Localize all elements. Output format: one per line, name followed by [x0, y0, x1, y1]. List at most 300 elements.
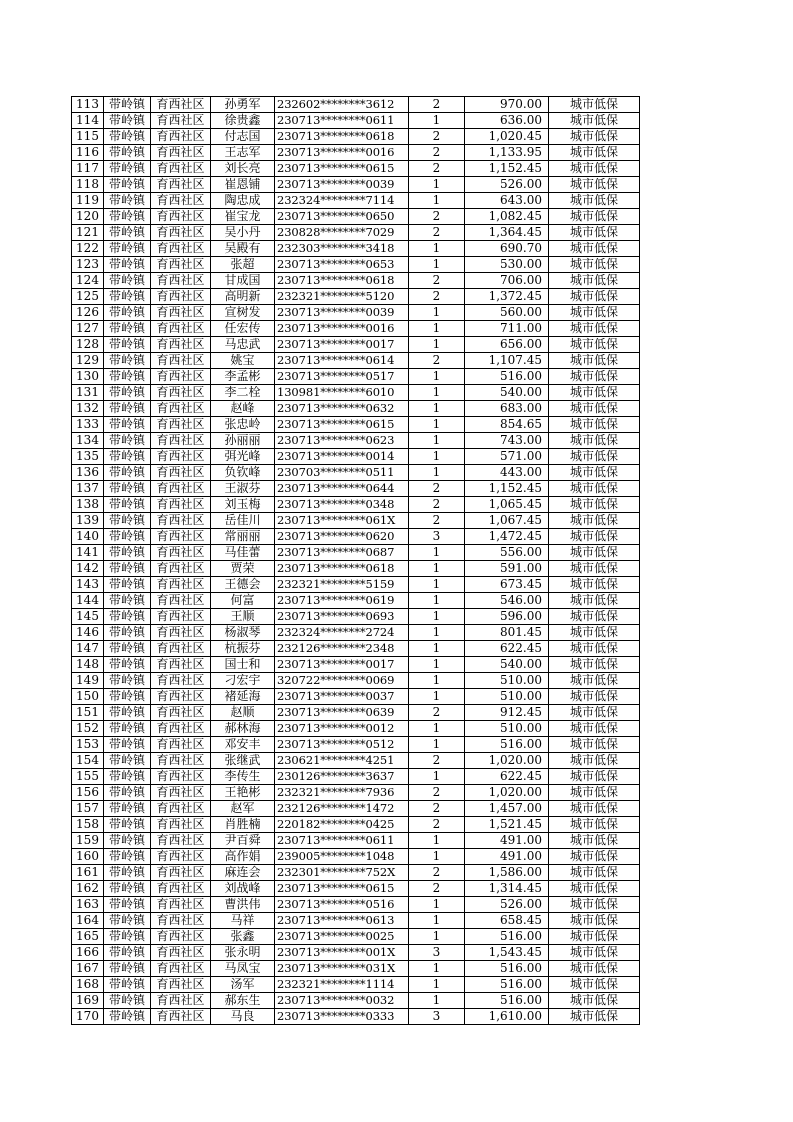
town-cell: 带岭镇	[104, 497, 151, 513]
category-cell: 城市低保	[549, 209, 640, 225]
amount-cell: 491.00	[465, 849, 549, 865]
table-row	[72, 993, 640, 1009]
community-cell: 育西社区	[151, 129, 211, 145]
id-number-cell: 230713********061X	[275, 513, 409, 529]
name-cell: 吴殿有	[211, 241, 275, 257]
amount-cell: 516.00	[465, 977, 549, 993]
name-cell: 陶忠成	[211, 193, 275, 209]
category-cell: 城市低保	[549, 129, 640, 145]
name-cell: 尹百舜	[211, 833, 275, 849]
town-cell: 带岭镇	[104, 769, 151, 785]
id-number-cell: 230713********0618	[275, 129, 409, 145]
table-row	[72, 369, 640, 385]
town-cell: 带岭镇	[104, 577, 151, 593]
household-size-cell: 1	[409, 305, 465, 321]
community-cell: 育西社区	[151, 945, 211, 961]
category-cell: 城市低保	[549, 465, 640, 481]
id-number-cell: 232303********3418	[275, 241, 409, 257]
community-cell: 育西社区	[151, 161, 211, 177]
serial-number-cell: 122	[72, 241, 104, 257]
community-cell: 育西社区	[151, 865, 211, 881]
table-row	[72, 193, 640, 209]
category-cell: 城市低保	[549, 257, 640, 273]
name-cell: 张鑫	[211, 929, 275, 945]
category-cell: 城市低保	[549, 769, 640, 785]
serial-number-cell: 126	[72, 305, 104, 321]
community-cell: 育西社区	[151, 929, 211, 945]
table-row	[72, 481, 640, 497]
id-number-cell: 232126********2348	[275, 641, 409, 657]
community-cell: 育西社区	[151, 289, 211, 305]
id-number-cell: 230713********0037	[275, 689, 409, 705]
amount-cell: 526.00	[465, 897, 549, 913]
community-cell: 育西社区	[151, 657, 211, 673]
category-cell: 城市低保	[549, 113, 640, 129]
community-cell: 育西社区	[151, 897, 211, 913]
amount-cell: 443.00	[465, 465, 549, 481]
community-cell: 育西社区	[151, 545, 211, 561]
serial-number-cell: 127	[72, 321, 104, 337]
community-cell: 育西社区	[151, 225, 211, 241]
household-size-cell: 1	[409, 561, 465, 577]
amount-cell: 526.00	[465, 177, 549, 193]
serial-number-cell: 125	[72, 289, 104, 305]
name-cell: 国士和	[211, 657, 275, 673]
town-cell: 带岭镇	[104, 241, 151, 257]
name-cell: 褚延海	[211, 689, 275, 705]
table-row	[72, 289, 640, 305]
household-size-cell: 1	[409, 241, 465, 257]
serial-number-cell: 130	[72, 369, 104, 385]
name-cell: 马凤宝	[211, 961, 275, 977]
name-cell: 马祥	[211, 913, 275, 929]
amount-cell: 530.00	[465, 257, 549, 273]
town-cell: 带岭镇	[104, 865, 151, 881]
id-number-cell: 232321********7936	[275, 785, 409, 801]
household-size-cell: 1	[409, 689, 465, 705]
id-number-cell: 230713********0623	[275, 433, 409, 449]
town-cell: 带岭镇	[104, 913, 151, 929]
category-cell: 城市低保	[549, 513, 640, 529]
town-cell: 带岭镇	[104, 289, 151, 305]
serial-number-cell: 170	[72, 1009, 104, 1025]
serial-number-cell: 118	[72, 177, 104, 193]
household-size-cell: 2	[409, 225, 465, 241]
id-number-cell: 232324********7114	[275, 193, 409, 209]
household-size-cell: 2	[409, 353, 465, 369]
category-cell: 城市低保	[549, 913, 640, 929]
name-cell: 高作娟	[211, 849, 275, 865]
table-row	[72, 241, 640, 257]
town-cell: 带岭镇	[104, 705, 151, 721]
id-number-cell: 230713********001X	[275, 945, 409, 961]
community-cell: 育西社区	[151, 497, 211, 513]
household-size-cell: 1	[409, 961, 465, 977]
serial-number-cell: 169	[72, 993, 104, 1009]
amount-cell: 510.00	[465, 721, 549, 737]
serial-number-cell: 145	[72, 609, 104, 625]
town-cell: 带岭镇	[104, 481, 151, 497]
community-cell: 育西社区	[151, 641, 211, 657]
name-cell: 赵顺	[211, 705, 275, 721]
community-cell: 育西社区	[151, 145, 211, 161]
serial-number-cell: 167	[72, 961, 104, 977]
name-cell: 刘玉梅	[211, 497, 275, 513]
id-number-cell: 230713********0517	[275, 369, 409, 385]
serial-number-cell: 121	[72, 225, 104, 241]
table-row	[72, 449, 640, 465]
table-row	[72, 497, 640, 513]
amount-cell: 1,082.45	[465, 209, 549, 225]
category-cell: 城市低保	[549, 929, 640, 945]
name-cell: 张超	[211, 257, 275, 273]
household-size-cell: 1	[409, 609, 465, 625]
name-cell: 马良	[211, 1009, 275, 1025]
table-row	[72, 769, 640, 785]
name-cell: 李二栓	[211, 385, 275, 401]
community-cell: 育西社区	[151, 193, 211, 209]
community-cell: 育西社区	[151, 961, 211, 977]
amount-cell: 571.00	[465, 449, 549, 465]
category-cell: 城市低保	[549, 865, 640, 881]
amount-cell: 656.00	[465, 337, 549, 353]
household-size-cell: 1	[409, 593, 465, 609]
name-cell: 王淑芬	[211, 481, 275, 497]
amount-cell: 510.00	[465, 673, 549, 689]
amount-cell: 516.00	[465, 929, 549, 945]
table-row	[72, 817, 640, 833]
amount-cell: 801.45	[465, 625, 549, 641]
table-row	[72, 337, 640, 353]
category-cell: 城市低保	[549, 593, 640, 609]
table-row	[72, 177, 640, 193]
town-cell: 带岭镇	[104, 321, 151, 337]
serial-number-cell: 113	[72, 97, 104, 113]
household-size-cell: 1	[409, 833, 465, 849]
serial-number-cell: 164	[72, 913, 104, 929]
household-size-cell: 3	[409, 529, 465, 545]
name-cell: 何富	[211, 593, 275, 609]
serial-number-cell: 143	[72, 577, 104, 593]
town-cell: 带岭镇	[104, 385, 151, 401]
id-number-cell: 230713********0039	[275, 305, 409, 321]
serial-number-cell: 135	[72, 449, 104, 465]
community-cell: 育西社区	[151, 417, 211, 433]
id-number-cell: 230713********0620	[275, 529, 409, 545]
serial-number-cell: 128	[72, 337, 104, 353]
table-row	[72, 225, 640, 241]
id-number-cell: 232324********2724	[275, 625, 409, 641]
id-number-cell: 230713********0639	[275, 705, 409, 721]
id-number-cell: 230703********0511	[275, 465, 409, 481]
category-cell: 城市低保	[549, 289, 640, 305]
serial-number-cell: 115	[72, 129, 104, 145]
amount-cell: 516.00	[465, 993, 549, 1009]
amount-cell: 546.00	[465, 593, 549, 609]
town-cell: 带岭镇	[104, 417, 151, 433]
serial-number-cell: 148	[72, 657, 104, 673]
town-cell: 带岭镇	[104, 641, 151, 657]
name-cell: 贾荣	[211, 561, 275, 577]
serial-number-cell: 151	[72, 705, 104, 721]
name-cell: 甘成国	[211, 273, 275, 289]
serial-number-cell: 142	[72, 561, 104, 577]
serial-number-cell: 120	[72, 209, 104, 225]
town-cell: 带岭镇	[104, 177, 151, 193]
household-size-cell: 2	[409, 129, 465, 145]
household-size-cell: 1	[409, 929, 465, 945]
town-cell: 带岭镇	[104, 945, 151, 961]
category-cell: 城市低保	[549, 385, 640, 401]
id-number-cell: 230713********0039	[275, 177, 409, 193]
table-row	[72, 529, 640, 545]
amount-cell: 1,472.45	[465, 529, 549, 545]
name-cell: 姚宝	[211, 353, 275, 369]
amount-cell: 560.00	[465, 305, 549, 321]
category-cell: 城市低保	[549, 833, 640, 849]
community-cell: 育西社区	[151, 257, 211, 273]
name-cell: 王艳彬	[211, 785, 275, 801]
name-cell: 马忠武	[211, 337, 275, 353]
table-row	[72, 881, 640, 897]
id-number-cell: 230713********0014	[275, 449, 409, 465]
household-size-cell: 1	[409, 193, 465, 209]
town-cell: 带岭镇	[104, 161, 151, 177]
community-cell: 育西社区	[151, 529, 211, 545]
name-cell: 杭振芬	[211, 641, 275, 657]
name-cell: 常丽丽	[211, 529, 275, 545]
amount-cell: 556.00	[465, 545, 549, 561]
town-cell: 带岭镇	[104, 401, 151, 417]
community-cell: 育西社区	[151, 353, 211, 369]
community-cell: 育西社区	[151, 369, 211, 385]
category-cell: 城市低保	[549, 369, 640, 385]
table-row	[72, 961, 640, 977]
community-cell: 育西社区	[151, 177, 211, 193]
town-cell: 带岭镇	[104, 801, 151, 817]
household-size-cell: 2	[409, 881, 465, 897]
category-cell: 城市低保	[549, 881, 640, 897]
town-cell: 带岭镇	[104, 977, 151, 993]
household-size-cell: 2	[409, 273, 465, 289]
table-row	[72, 849, 640, 865]
household-size-cell: 1	[409, 257, 465, 273]
community-cell: 育西社区	[151, 273, 211, 289]
household-size-cell: 1	[409, 417, 465, 433]
amount-cell: 1,065.45	[465, 497, 549, 513]
household-size-cell: 2	[409, 97, 465, 113]
household-size-cell: 1	[409, 737, 465, 753]
household-size-cell: 1	[409, 113, 465, 129]
amount-cell: 510.00	[465, 689, 549, 705]
id-number-cell: 230713********0644	[275, 481, 409, 497]
amount-cell: 1,133.95	[465, 145, 549, 161]
serial-number-cell: 139	[72, 513, 104, 529]
town-cell: 带岭镇	[104, 145, 151, 161]
table-row	[72, 145, 640, 161]
category-cell: 城市低保	[549, 353, 640, 369]
amount-cell: 516.00	[465, 737, 549, 753]
community-cell: 育西社区	[151, 241, 211, 257]
amount-cell: 622.45	[465, 769, 549, 785]
category-cell: 城市低保	[549, 993, 640, 1009]
amount-cell: 1,372.45	[465, 289, 549, 305]
household-size-cell: 1	[409, 177, 465, 193]
amount-cell: 1,067.45	[465, 513, 549, 529]
household-size-cell: 2	[409, 817, 465, 833]
household-size-cell: 1	[409, 657, 465, 673]
town-cell: 带岭镇	[104, 593, 151, 609]
table-row	[72, 609, 640, 625]
town-cell: 带岭镇	[104, 881, 151, 897]
table-body	[72, 97, 640, 1025]
town-cell: 带岭镇	[104, 113, 151, 129]
id-number-cell: 230713********0348	[275, 497, 409, 513]
table-row	[72, 577, 640, 593]
id-number-cell: 230713********0611	[275, 113, 409, 129]
table-row	[72, 865, 640, 881]
table-row	[72, 353, 640, 369]
town-cell: 带岭镇	[104, 545, 151, 561]
amount-cell: 711.00	[465, 321, 549, 337]
amount-cell: 516.00	[465, 961, 549, 977]
id-number-cell: 230713********0512	[275, 737, 409, 753]
serial-number-cell: 123	[72, 257, 104, 273]
table-row	[72, 305, 640, 321]
household-size-cell: 1	[409, 465, 465, 481]
community-cell: 育西社区	[151, 785, 211, 801]
id-number-cell: 232321********5159	[275, 577, 409, 593]
name-cell: 刘战峰	[211, 881, 275, 897]
amount-cell: 1,457.00	[465, 801, 549, 817]
serial-number-cell: 134	[72, 433, 104, 449]
serial-number-cell: 119	[72, 193, 104, 209]
town-cell: 带岭镇	[104, 689, 151, 705]
amount-cell: 683.00	[465, 401, 549, 417]
category-cell: 城市低保	[549, 417, 640, 433]
id-number-cell: 230713********0618	[275, 561, 409, 577]
name-cell: 高明新	[211, 289, 275, 305]
household-size-cell: 2	[409, 497, 465, 513]
community-cell: 育西社区	[151, 97, 211, 113]
serial-number-cell: 162	[72, 881, 104, 897]
table-row	[72, 977, 640, 993]
category-cell: 城市低保	[549, 545, 640, 561]
table-row	[72, 705, 640, 721]
id-number-cell: 230713********0025	[275, 929, 409, 945]
amount-cell: 854.65	[465, 417, 549, 433]
serial-number-cell: 114	[72, 113, 104, 129]
serial-number-cell: 124	[72, 273, 104, 289]
community-cell: 育西社区	[151, 449, 211, 465]
category-cell: 城市低保	[549, 721, 640, 737]
serial-number-cell: 147	[72, 641, 104, 657]
category-cell: 城市低保	[549, 849, 640, 865]
town-cell: 带岭镇	[104, 337, 151, 353]
category-cell: 城市低保	[549, 689, 640, 705]
town-cell: 带岭镇	[104, 529, 151, 545]
town-cell: 带岭镇	[104, 961, 151, 977]
table-row	[72, 945, 640, 961]
name-cell: 张继武	[211, 753, 275, 769]
category-cell: 城市低保	[549, 801, 640, 817]
name-cell: 邓安丰	[211, 737, 275, 753]
table-row	[72, 465, 640, 481]
table-row	[72, 785, 640, 801]
serial-number-cell: 137	[72, 481, 104, 497]
serial-number-cell: 154	[72, 753, 104, 769]
name-cell: 肖胜楠	[211, 817, 275, 833]
household-size-cell: 1	[409, 993, 465, 1009]
category-cell: 城市低保	[549, 177, 640, 193]
category-cell: 城市低保	[549, 481, 640, 497]
category-cell: 城市低保	[549, 161, 640, 177]
id-number-cell: 320722********0069	[275, 673, 409, 689]
amount-cell: 1,314.45	[465, 881, 549, 897]
household-size-cell: 1	[409, 625, 465, 641]
community-cell: 育西社区	[151, 817, 211, 833]
town-cell: 带岭镇	[104, 257, 151, 273]
amount-cell: 706.00	[465, 273, 549, 289]
amount-cell: 690.70	[465, 241, 549, 257]
town-cell: 带岭镇	[104, 785, 151, 801]
name-cell: 付志国	[211, 129, 275, 145]
household-size-cell: 1	[409, 897, 465, 913]
name-cell: 郝东生	[211, 993, 275, 1009]
category-cell: 城市低保	[549, 625, 640, 641]
category-cell: 城市低保	[549, 673, 640, 689]
household-size-cell: 1	[409, 401, 465, 417]
household-size-cell: 1	[409, 545, 465, 561]
name-cell: 张忠岭	[211, 417, 275, 433]
table-row	[72, 513, 640, 529]
id-number-cell: 230713********0687	[275, 545, 409, 561]
community-cell: 育西社区	[151, 721, 211, 737]
id-number-cell: 230713********0032	[275, 993, 409, 1009]
id-number-cell: 232321********5120	[275, 289, 409, 305]
community-cell: 育西社区	[151, 481, 211, 497]
community-cell: 育西社区	[151, 1009, 211, 1025]
community-cell: 育西社区	[151, 705, 211, 721]
town-cell: 带岭镇	[104, 513, 151, 529]
id-number-cell: 230713********0012	[275, 721, 409, 737]
household-size-cell: 2	[409, 705, 465, 721]
town-cell: 带岭镇	[104, 833, 151, 849]
name-cell: 王德会	[211, 577, 275, 593]
amount-cell: 591.00	[465, 561, 549, 577]
community-cell: 育西社区	[151, 465, 211, 481]
town-cell: 带岭镇	[104, 737, 151, 753]
category-cell: 城市低保	[549, 609, 640, 625]
table-row	[72, 721, 640, 737]
id-number-cell: 230828********7029	[275, 225, 409, 241]
town-cell: 带岭镇	[104, 225, 151, 241]
category-cell: 城市低保	[549, 657, 640, 673]
name-cell: 刁宏宇	[211, 673, 275, 689]
serial-number-cell: 140	[72, 529, 104, 545]
id-number-cell: 130981********6010	[275, 385, 409, 401]
category-cell: 城市低保	[549, 97, 640, 113]
amount-cell: 1,020.00	[465, 785, 549, 801]
serial-number-cell: 129	[72, 353, 104, 369]
household-size-cell: 2	[409, 481, 465, 497]
household-size-cell: 1	[409, 641, 465, 657]
household-size-cell: 2	[409, 785, 465, 801]
community-cell: 育西社区	[151, 433, 211, 449]
id-number-cell: 232602********3612	[275, 97, 409, 113]
serial-number-cell: 138	[72, 497, 104, 513]
household-size-cell: 2	[409, 753, 465, 769]
